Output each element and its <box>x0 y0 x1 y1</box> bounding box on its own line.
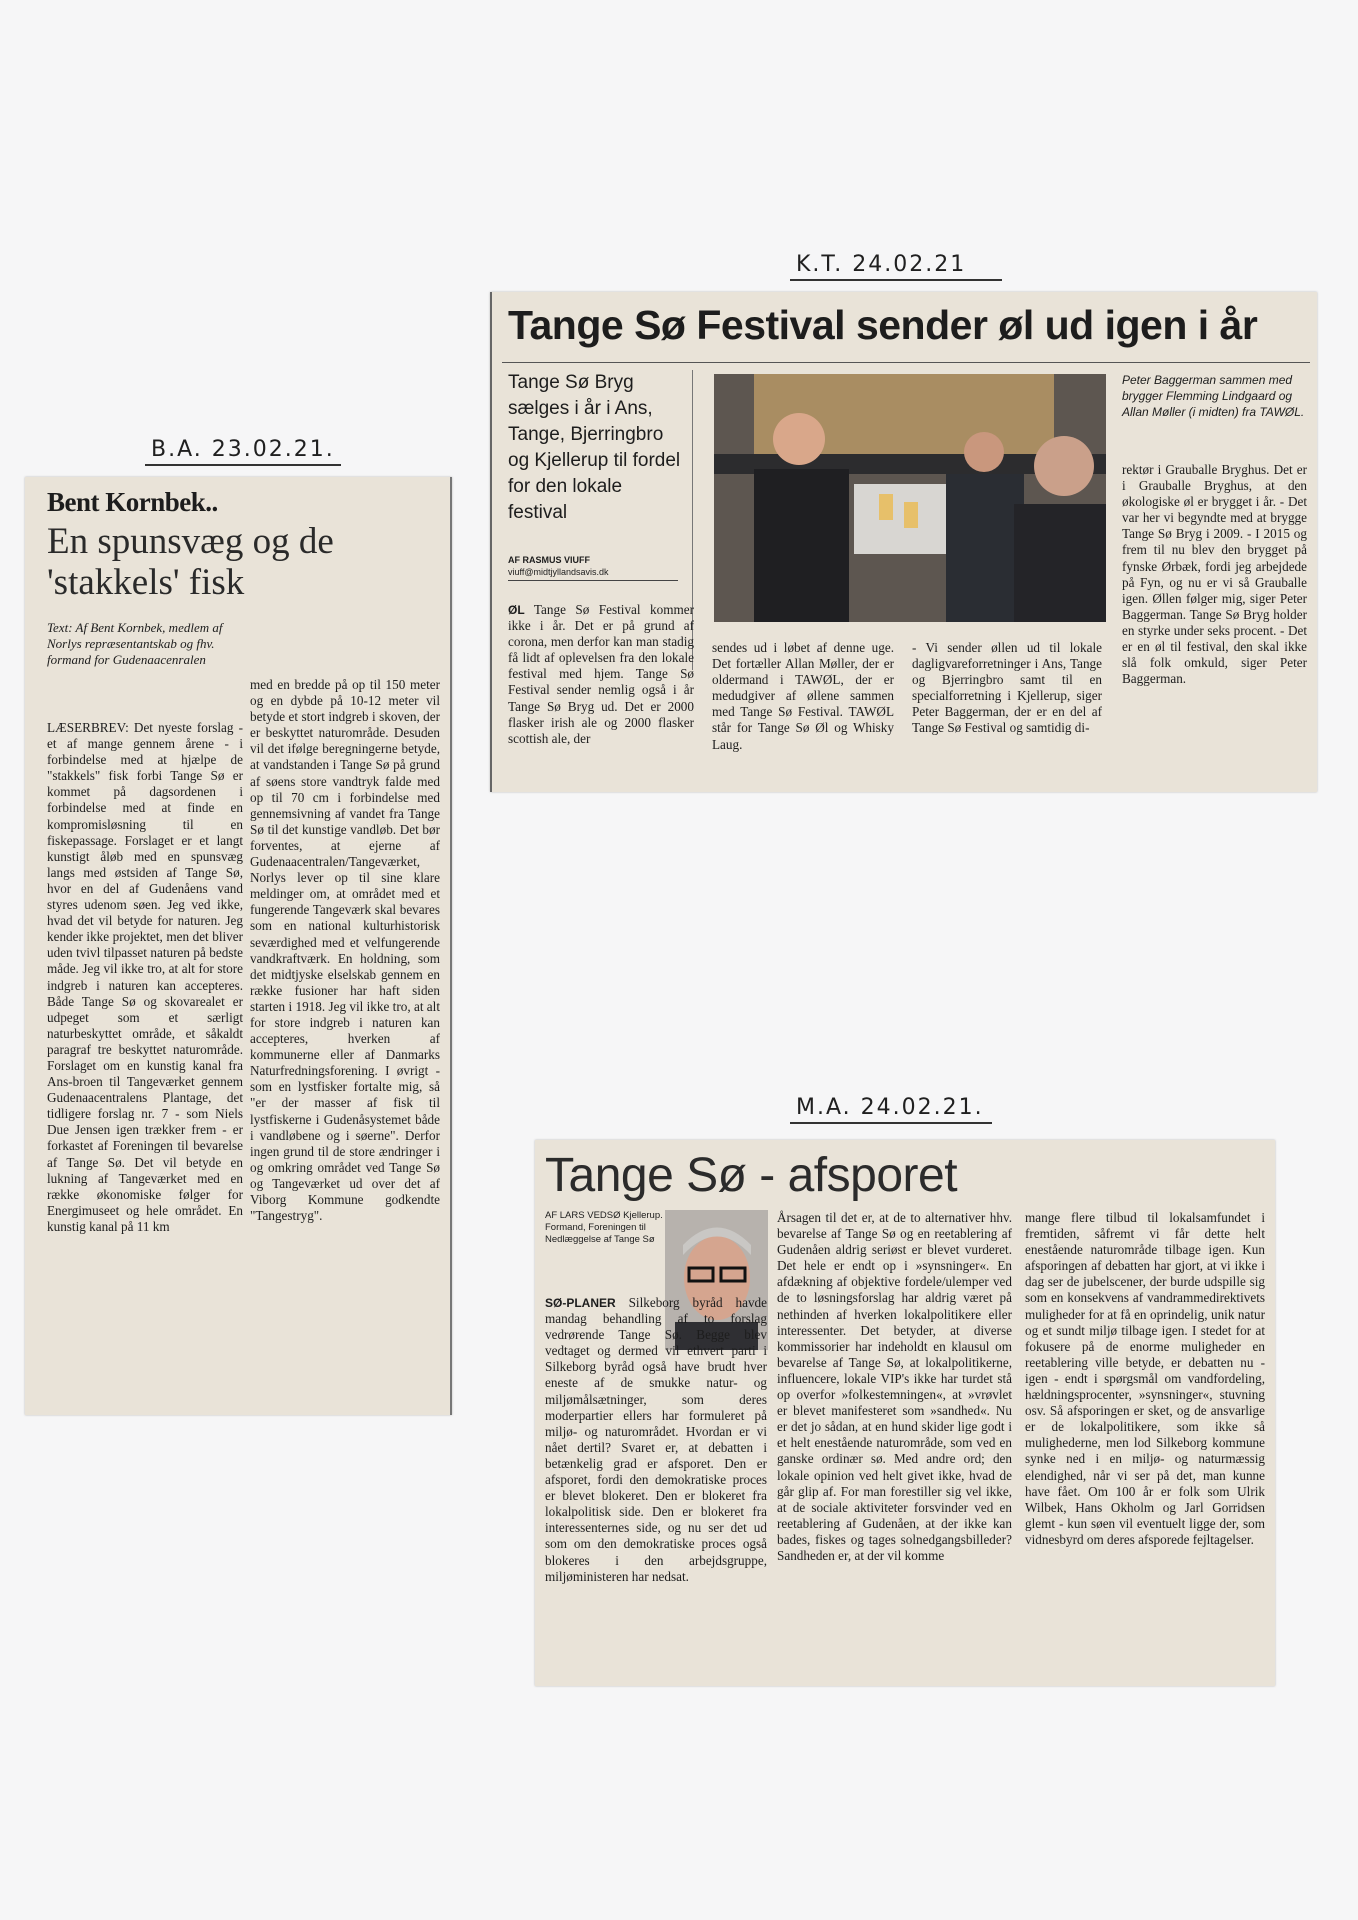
clip2-photo-brewers <box>714 374 1106 622</box>
ma-date-annotation: M.A. 24.02.21. <box>790 1095 992 1124</box>
clip2-author-name: AF RASMUS VIUFF <box>508 555 590 565</box>
clip1-byline: Text: Af Bent Kornbek, medlem af Norlys repræsentantskab og fhv. formand for Gudenaacenralen <box>47 620 223 667</box>
clip3-author: AF LARS VEDSØ Kjellerup. Formand, Foreningen til Nedlæggelse af Tange Sø <box>545 1210 663 1245</box>
clipping-festival <box>490 292 1317 792</box>
ba-date-annotation: B.A. 23.02.21. <box>145 437 341 466</box>
clip1-kicker: Bent Kornbek.. <box>47 487 218 517</box>
kt-date-annotation: K.T. 24.02.21 <box>790 252 1002 281</box>
clip2-author <box>508 554 683 578</box>
clip3-column-2: Årsagen til det er, at de to alternativer hhv. bevarelse af Tange Sø og en reetablering af Gudenåen aldrig seriøst er blevet vurderet. Det hele er endt op i »synsninger«. En afdækning af objektive fordele/ulemper ved de to løsningsforslag har aldrig været på nethinden af hverken lokalpolitikere eller interessenter. Det betyder, at diverse kommissorier har indeholdt en klausul om bevarelse af Tange Sø, at lokalpolitikerne, influencere, lokale VIP's ikke har turdet stå op overfor »folkestemningen«, at »vrøvlet er blevet manifesteret som »sandhed«. Nu er det jo sådan, at en hund skider lige godt i et helt enestående naturområde, som ved en ganske ordinær sø. Med andre ord; den lokale opinion ved helt givet ikke, hvad de går glip af. For man forestiller sig vel ikke, at de sociale aktiviteter forsvinder ved en reetablering af Gudenåen, at der ikke kan bades, fiskes og tages solnedgangsbilleder? Sandheden er, at der vil komme <box>777 1210 1012 1563</box>
clip2-column-3: - Vi sender øllen ud til lokale dagligvareforretninger i Ans, Tange og Bjerringbro samt til en specialforretning i Kjellerup, siger Peter Baggerman, der er en del af Tange Sø Festival og samtidig di- <box>912 640 1102 736</box>
clip3-column-1-text: Silkeborg byråd havde mandag behandling af to forslag vedrørende Tange Sø. Begge blev vedtaget og dermed vil ethvert parti i Silkeborg byråd også have brudt hver eneste af de smukke natur- og miljømålsætninger, som deres moderpartier ellers har formuleret på miljø- og naturområdet. Hvordan er vi nået dertil? Svaret er, at debatten i betænkelig grad er afsporet. Den er afsporet, fordi den demokratiske proces er blevet blokeret. Den er blokeret fra lokalpolitisk side. Den er blokeret fra interessenternes side, og nu ser det ud som om den demokratiske proces også blokeres i den arbejdsgruppe, miljøministeren har nedsat. <box>545 1295 767 1584</box>
clip2-column-4: rektør i Grauballe Bryghus. Det er i Grauballe Bryghus, at den økologiske øl er brygget i år. - Det var her vi begyndte med at brygge Tange Sø Bryg i 2009. - I 2015 og frem til nu blev den brygget på fynske Ørbæk, fordi jeg arbejdede på Fyn, og nu er vi så Grauballe igen. Øllen følger mig, siger Peter Baggerman. Tange Sø Bryg holder en styrke under seks procent. - Det er en øl til festival, den skal ikke slå folk omkuld, siger Peter Baggerman. <box>1122 462 1307 687</box>
clip2-headline: Tange Sø Festival sender øl ud igen i år <box>508 302 1258 348</box>
clip1-headline: En spunsvæg og de 'stakkels' fisk <box>47 521 334 603</box>
clip3-headline: Tange Sø - afsporet <box>545 1149 958 1202</box>
clipping-afsporet <box>535 1140 1275 1686</box>
clipping-kornbek <box>25 477 452 1415</box>
clip2-photo-caption: Peter Baggerman sammen med brygger Flemming Lindgaard og Allan Møller (i midten) fra TAWØL. <box>1122 373 1305 419</box>
clip3-column-1 <box>545 1295 767 1675</box>
clip2-column-1-text: Tange Sø Festival kommer ikke i år. Det er på grund af corona, men derfor kan man stadig få lidt af oplevelsen fra den lokale festival med hjem. Tange Sø Festival sender nemlig også i år Tange Sø Bryg ud. Det er 2000 flasker irish ale og 2000 flasker scottish ale, der <box>508 602 694 746</box>
clip3-lead-word: SØ-PLANER <box>545 1296 616 1310</box>
clip2-deck: Tange Sø Bryg sælges i år i Ans, Tange, Bjerringbro og Kjellerup til fordel for den lokale festival <box>508 372 681 523</box>
clip3-column-3: mange flere tilbud til lokalsamfundet i fremtiden, såfremt vi får dette helt enestående naturområde tilbage igen. Kun afsporingen af debatten har gjort, at vi ikke i dag ser de jubelscener, der burde udspille sig som en konsekvens af vandrammedirektivets muligheder for at få en oprindelig, unik natur og et sundt miljø tilbage igen. I stedet for at fokusere på de enorme muligheder en reetablering ville betyde, er debatten nu - igen - endt i spørgsmål om vandfordeling, hældningsprocenter, »synsninger«, stuvning osv. Så afsporingen er sket, og de ansvarlige er de lokalpolitikere, som ikke så mulighederne, men lod Silkeborg kommune synke ned i en miljø- og naturmæssig elendighed, når vi ser på det, man kunne have fået. Om 100 år er folk som Ulrik Wilbek, Hans Okholm og Jarl Gorridsen glemt - kun søen vil eventuelt ligge der, som vidnesbyrd om deres afsporede fejltagelser. <box>1025 1210 1265 1547</box>
clip1-column-1: LÆSERBREV: Det nyeste forslag - et af mange gennem årene - i forbindelse med at hjælpe de "stakkels" fisk forbi Tange Sø er kommet på dagsordenen i forbindelse med at finde en kompromisløsning til en fiskepassage. Forslaget er et langt kunstigt åløb med en spunsvæg langs med østsiden af Tange Sø, hvor en del af Gudenåens vand styres udenom søen. Jeg ved ikke, hvad det vil betyde for naturen. Jeg kender ikke projektet, men det bliver uden tvivl tilpasset naturen på bedste måde. Jeg vil ikke tro, at alt for store indgreb i naturen kan accepteres. Både Tange Sø og skovarealet er udpeget som et særligt naturbeskyttet område, et såkaldt paragraf tre beskyttet naturområde. Forslaget om en kunstig kanal fra Ans-broen til Tangeværket gennem Gudenaacentralens Plantage, det tidligere forslag nr. 7 - som Niels Due Jensen igen trækker frem - er forkastet af Foreningen til bevarelse af Tange Sø. Det vil betyde en lukning af Tangeværket med en række økonomiske følger for Energimuseet og hele området. En kunstig kanal på 11 km <box>47 720 243 1234</box>
clip2-author-rule <box>508 580 678 581</box>
clip2-lead-word: ØL <box>508 603 525 617</box>
clip2-column-2: sendes ud i løbet af denne uge. Det fortæller Allan Møller, der er oldermand i TAWØL, der er medudgiver af øllene sammen med Tange Sø Festival. TAWØL står for Tange Sø Øl og Whisky Laug. <box>712 640 894 752</box>
clip2-column-1 <box>508 602 694 782</box>
clip2-headline-rule <box>502 362 1310 363</box>
clip2-author-email: viuff@midtjyllandsavis.dk <box>508 567 609 577</box>
clip1-column-2: med en bredde på op til 150 meter og en dybde på 10-12 meter vil betyde et stort indgreb i skoven, der er beskyttet naturområde. Desuden vil det ifølge beregningerne betyde, at vandstanden i Tange Sø på grund af søens store vandtryk falde med op til 70 cm i forbindelse med gennemsivning af vandet fra Tange Sø til det kunstige vandløb. Det bør forventes, at ejerne af Gudenaacentralen/Tangeværket, Norlys lever op til sine klare meldinger om, at området med et fungerende Tangeværk skal bevares som en national kulturhistorisk seværdighed med et velfungerende vandkraftværk. En holdning, som det midtjyske elselskab gennem en række fusioner har haft siden starten i 1918. Jeg vil ikke tro, at alt for store indgreb i naturen kan accepteres, hverken af kommunerne eller af Danmarks Naturfredningsforening. I øvrigt - som en lystfisker fortalte mig, så "er der masser af fisk til lystfiskerne i Gudenåsystemet både i vandløbene og i søerne". Derfor ingen grund til de store ændringer i og omkring området ved Tange Sø og Tangeværket ud over det af Viborg Kommune godkendte "Tangestryg". <box>250 677 440 1224</box>
